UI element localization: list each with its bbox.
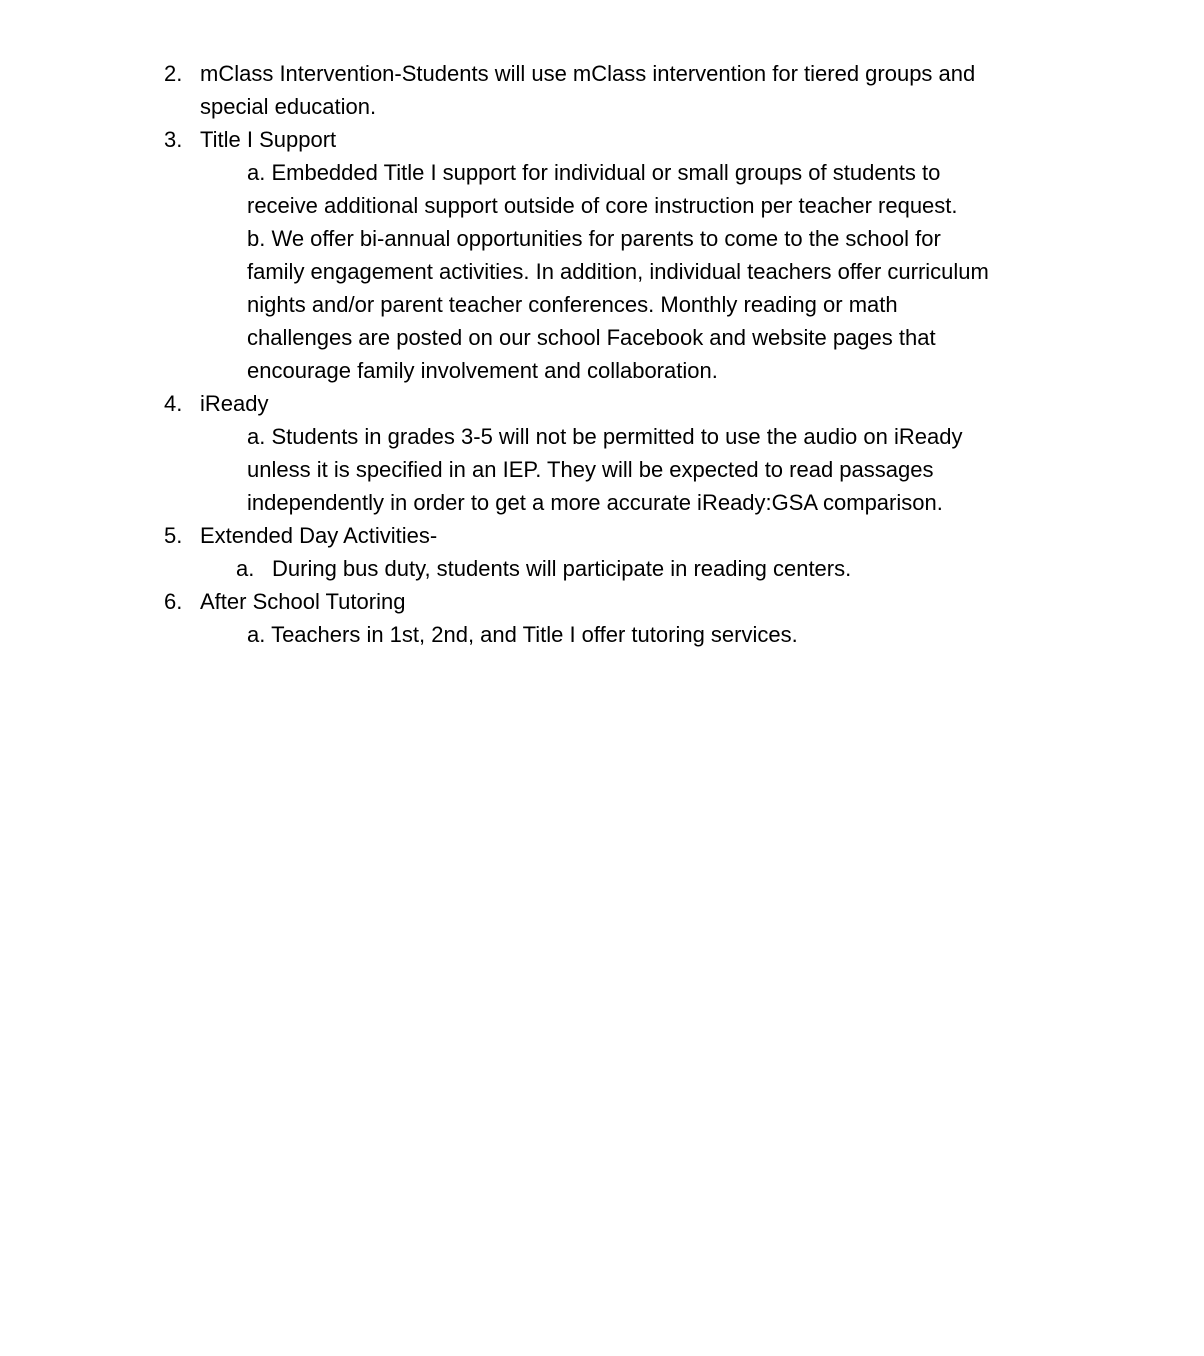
sub-item-text: challenges are posted on our school Facebook and website pages that <box>247 325 936 350</box>
list-item-text: special education. <box>200 94 377 119</box>
sub-item-text: a. Students in grades 3-5 will not be permitted to use the audio on iReady <box>247 424 963 449</box>
sub-item-text: b. We offer bi-annual opportunities for parents to come to the school for <box>247 226 941 251</box>
sub-item-text: a. Embedded Title I support for individual or small groups of students to <box>247 160 941 185</box>
sub-item-text: encourage family involvement and collaboration. <box>247 358 718 383</box>
sub-item-letter: a. <box>236 556 255 581</box>
sub-item-text: receive additional support outside of core instruction per teacher request. <box>247 193 958 218</box>
list-number: 6. <box>164 589 183 614</box>
list-item-text: Title I Support <box>200 127 337 152</box>
sub-item-text: nights and/or parent teacher conferences. Monthly reading or math <box>247 292 898 317</box>
sub-item-text: a. Teachers in 1st, 2nd, and Title I offer tutoring services. <box>247 622 798 647</box>
list-number: 3. <box>164 127 183 152</box>
sub-item-text: unless it is specified in an IEP. They will be expected to read passages <box>247 457 934 482</box>
sub-item-text: independently in order to get a more accurate iReady:GSA comparison. <box>247 490 943 515</box>
list-item-text: iReady <box>200 391 269 416</box>
list-number: 4. <box>164 391 183 416</box>
list-item-text: mClass Intervention-Students will use mClass intervention for tiered groups and <box>200 61 976 86</box>
sub-item-text: During bus duty, students will participate in reading centers. <box>272 556 852 581</box>
list-number: 2. <box>164 61 183 86</box>
list-number: 5. <box>164 523 183 548</box>
list-item-text: After School Tutoring <box>200 589 406 614</box>
sub-item-text: family engagement activities. In addition, individual teachers offer curriculum <box>247 259 989 284</box>
list-item-text: Extended Day Activities- <box>200 523 438 548</box>
